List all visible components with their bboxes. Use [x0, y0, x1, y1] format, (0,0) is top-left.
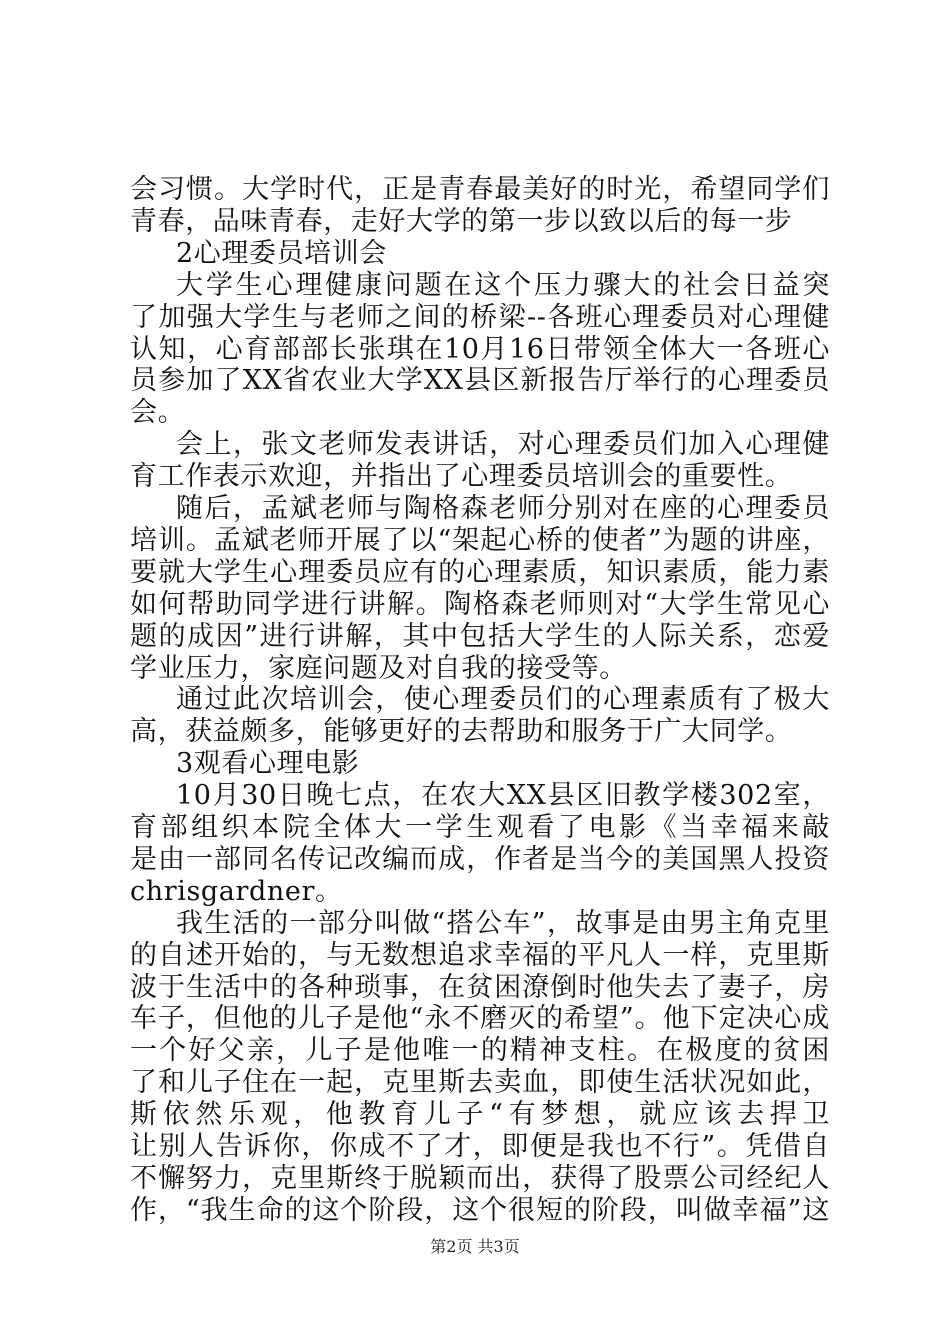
- text-line: 高，获益颇多，能够更好的去帮助和服务于广大同学。: [130, 716, 793, 747]
- text-line: 培训。孟斌老师开展了以“架起心桥的使者”为题的讲座，: [130, 525, 830, 556]
- text-line: 会上，张文老师发表讲话，对心理委员们加入心理健: [176, 429, 830, 460]
- text-line: 要就大学生心理委员应有的心理素质，知识素质，能力素: [130, 557, 830, 588]
- text-line: 3观看心理电影: [176, 748, 360, 779]
- text-line: 育工作表示欢迎，并指出了心理委员培训会的重要性。: [130, 461, 793, 492]
- text-line: 随后，孟斌老师与陶格森老师分别对在座的心理委员: [176, 493, 830, 524]
- text-line: 波于生活中的各种琐事，在贫困潦倒时他失去了妻子，房: [130, 972, 830, 1003]
- text-line: 大学生心理健康问题在这个压力骤大的社会日益突: [176, 270, 830, 301]
- text-line: 10月30日晚七点，在农大XX县区旧教学楼302室，: [176, 780, 830, 811]
- page-number-footer: 第2页 共3页: [430, 1237, 520, 1256]
- text-line: 青春，品味青春，走好大学的第一步以致以后的每一步: [130, 206, 793, 237]
- text-line: 我生活的一部分叫做“搭公车”，故事是由男主角克里: [176, 908, 830, 939]
- text-line: 认知，心育部部长张琪在10月16日带领全体大一各班心: [130, 334, 830, 365]
- text-line: 会。: [130, 397, 186, 428]
- text-line: 学业压力，家庭问题及对自我的接受等。: [130, 653, 627, 684]
- text-line: 题的成因”进行讲解，其中包括大学生的人际关系，恋爱: [130, 621, 830, 652]
- text-line: 的自述开始的，与无数想追求幸福的平凡人一样，克里斯: [130, 940, 830, 971]
- text-line: 了和儿子住在一起，克里斯去卖血，即使生活状况如此，: [130, 1067, 830, 1098]
- text-line: 让别人告诉你，你成不了才，即便是我也不行”。凭借自: [130, 1131, 830, 1162]
- text-line: 如何帮助同学进行讲解。陶格森老师则对“大学生常见心: [130, 589, 830, 620]
- text-line: chrisgardner。: [130, 876, 343, 907]
- text-line: 了加强大学生与老师之间的桥梁--各班心理委员对心理健: [130, 302, 830, 333]
- text-line: 作，“我生命的这个阶段，这个很短的阶段，叫做幸福”这: [130, 1195, 830, 1226]
- text-line: 一个好父亲，儿子是他唯一的精神支柱。在极度的贫困: [130, 1035, 830, 1066]
- text-line: 是由一部同名传记改编而成，作者是当今的美国黑人投资: [130, 844, 830, 875]
- text-line: 通过此次培训会，使心理委员们的心理素质有了极大: [176, 684, 830, 715]
- text-line: 会习惯。大学时代，正是青春最美好的时光，希望同学们: [130, 174, 830, 205]
- text-line: 不懈努力，克里斯终于脱颖而出，获得了股票公司经纪人: [130, 1163, 830, 1194]
- text-line: 员参加了XX省农业大学XX县区新报告厅举行的心理委员: [130, 365, 830, 396]
- text-line: 育部组织本院全体大一学生观看了电影《当幸福来敲: [130, 812, 830, 843]
- text-line: 2心理委员培训会: [176, 238, 387, 269]
- text-line: 车子，但他的儿子是他“永不磨灭的希望”。他下定决心成: [130, 1003, 830, 1034]
- text-line: 斯依然乐观，他教育儿子“有梦想，就应该去捍卫: [130, 1099, 830, 1130]
